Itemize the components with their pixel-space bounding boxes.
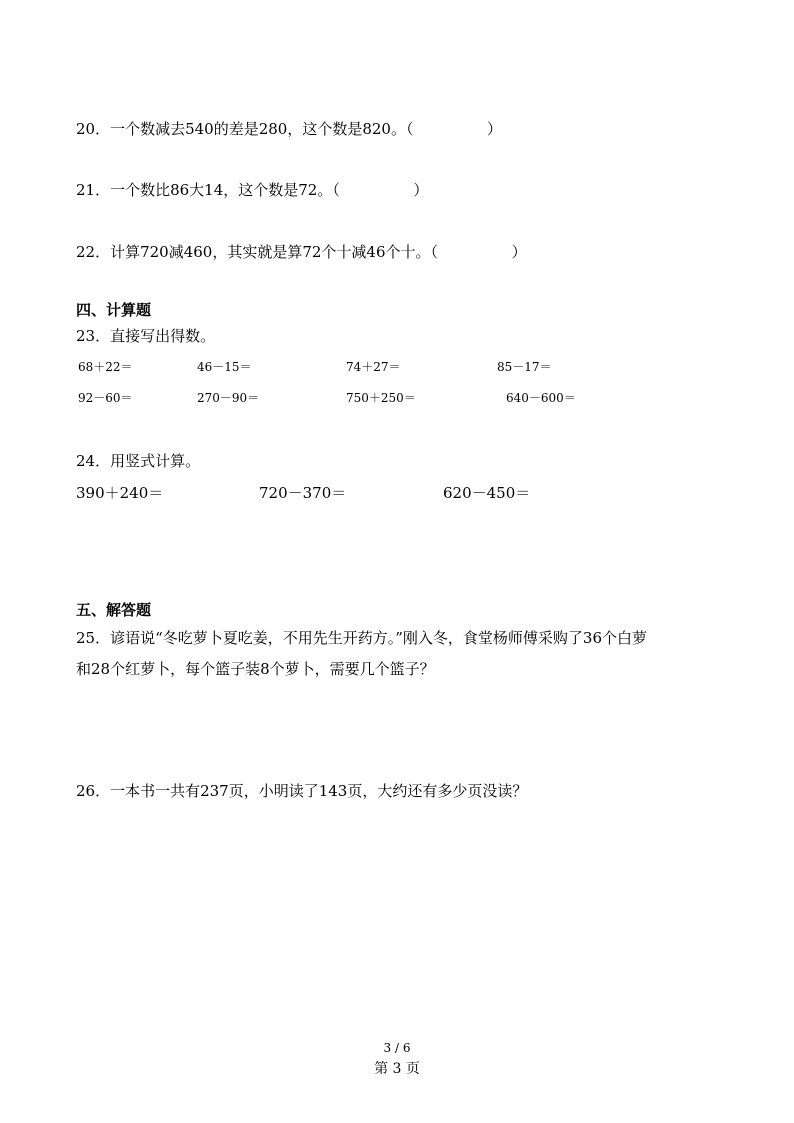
calc-item: 92－60＝ [78,391,133,405]
question-22-close: ） [511,243,527,261]
vertical-calc-item: 390＋240＝ [76,484,164,502]
vertical-calc-item: 720－370＝ [259,484,347,502]
calc-item: 750＋250＝ [346,391,416,405]
section-heading-word-problems: 五、解答题 [76,601,152,619]
question-22 [76,241,527,262]
calc-item: 85－17＝ [497,360,552,374]
page-fraction: 3 / 6 [383,1041,411,1055]
calc-item: 46－15＝ [197,360,252,374]
question-22-text: 22．计算720减460，其实就是算72个十减46个十。（ [76,243,439,261]
page-number-label: 第 3 页 [374,1061,420,1077]
question-24-text: 24．用竖式计算。 [76,452,201,470]
question-25-line1: 25．谚语说“冬吃萝卜夏吃姜，不用先生开药方。”刚入冬，食堂杨师傅采购了36个白萝 [76,629,648,647]
question-20 [76,118,502,139]
question-23-text: 23．直接写出得数。 [76,327,216,345]
question-20-close: ） [487,120,503,138]
question-26-text: 26．一本书一共有237页，小明读了143页，大约还有多少页没读？ [76,782,528,800]
calc-item: 640－600＝ [506,391,576,405]
question-20-text: 20．一个数减去540的差是280，这个数是820。（ [76,120,414,138]
question-21 [76,179,428,200]
question-21-text: 21．一个数比86大14，这个数是72。（ [76,181,340,199]
calc-item: 68＋22＝ [78,360,133,374]
question-25-line2: 和28个红萝卜，每个篮子装8个萝卜，需要几个篮子？ [76,660,435,678]
calc-item: 270－90＝ [197,391,260,405]
section-heading-calculation: 四、计算题 [76,301,152,319]
question-21-close: ） [413,181,429,199]
vertical-calc-item: 620－450＝ [443,484,531,502]
calc-item: 74＋27＝ [346,360,401,374]
